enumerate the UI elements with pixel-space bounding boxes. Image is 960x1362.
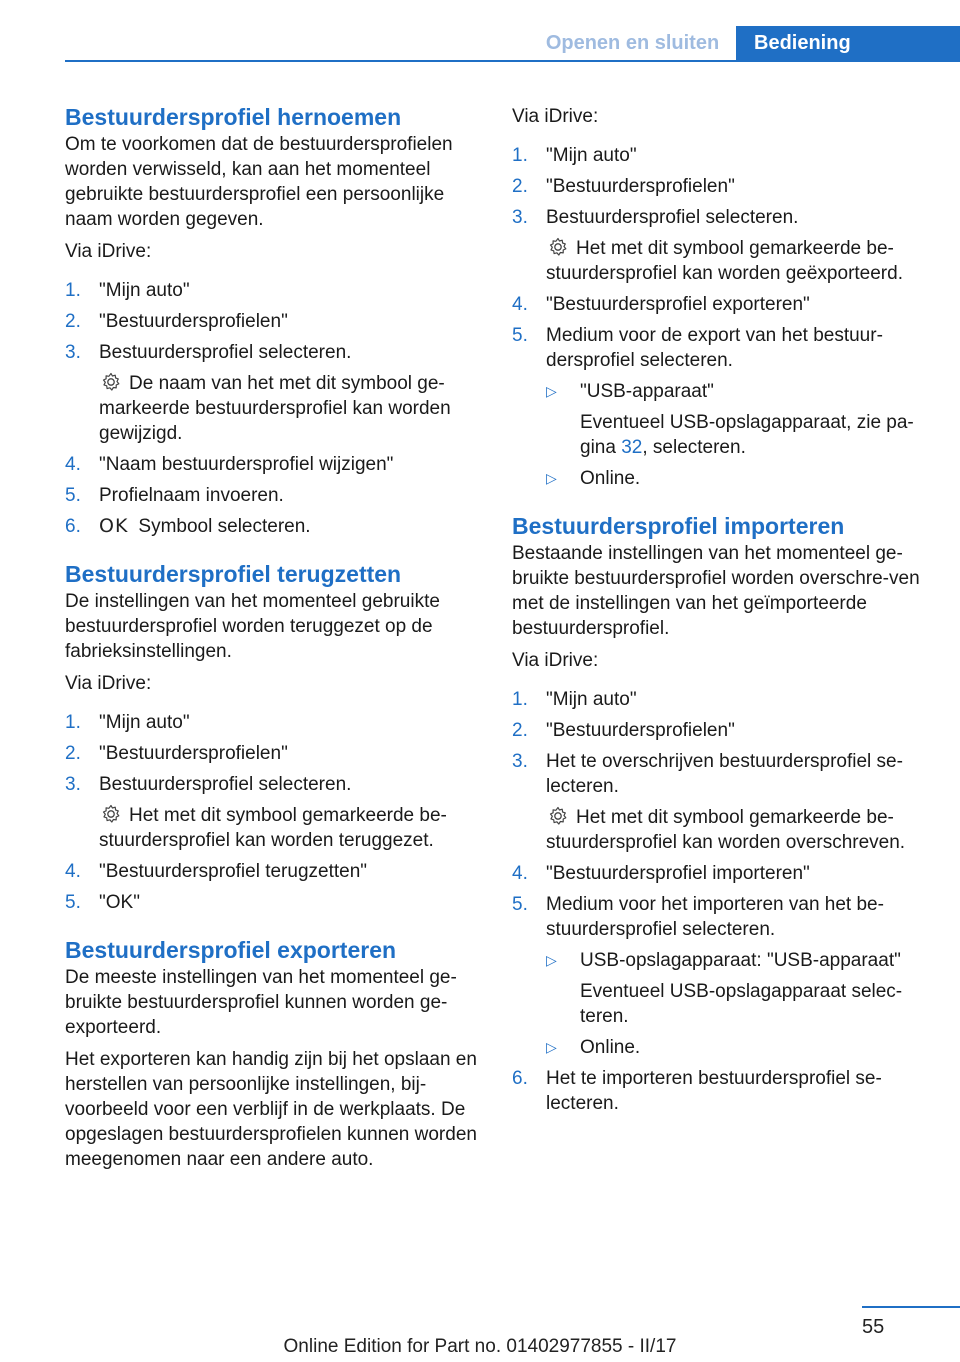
step-text: "Bestuurdersprofiel exporteren" (546, 294, 810, 315)
list-item (65, 340, 485, 446)
export-paragraph-1: De meeste instellingen van het momenteel ge-bruikte bestuurdersprofiel kunnen worden ge-exporteerd. (65, 967, 457, 1038)
edition-footer: Online Edition for Part no. 01402977855 - II/17 (283, 1336, 677, 1357)
step-text: "Mijn auto" (99, 712, 190, 733)
page-number: 55 (862, 1316, 885, 1338)
option-text: Online. (580, 1037, 641, 1058)
step-number: 5. (65, 485, 81, 506)
step-number: 1. (512, 145, 528, 166)
left-column (65, 102, 485, 1172)
rename-steps (65, 278, 485, 539)
list-item (65, 278, 485, 303)
step-text: Het te importeren bestuurdersprofiel se-lecteren. (546, 1068, 882, 1114)
option-note: Eventueel USB-opslagapparaat, zie pa-gina 32, selecteren. (580, 412, 914, 458)
header-rule (65, 60, 960, 62)
export-via: Via iDrive: (512, 106, 599, 127)
step-note (99, 803, 485, 853)
list-item (512, 718, 932, 743)
step-note-text: Het met dit symbool gemarkeerde be-stuurdersprofiel kan worden teruggezet. (99, 805, 447, 851)
import-steps (512, 687, 932, 1116)
export-steps (512, 143, 932, 491)
list-item (512, 749, 932, 855)
step-number: 3. (512, 207, 528, 228)
header-chapter-tab[interactable]: Bediening (736, 26, 960, 60)
step-text: "Bestuurdersprofielen" (546, 720, 735, 741)
list-item (512, 292, 932, 317)
triangle-bullet-icon: ▷ (546, 383, 557, 399)
step-text: "Mijn auto" (546, 145, 637, 166)
step-note (546, 805, 932, 855)
rename-via: Via iDrive: (65, 241, 152, 262)
section-title-import: Bestuurdersprofiel importeren (512, 513, 845, 539)
ok-icon: OK (99, 515, 129, 537)
export-paragraph-2: Het exporteren kan handig zijn bij het opslaan en herstellen van persoonlijke instellingen, bij-voorbeeld voor een verblijf in de werkplaats. De opgeslagen bestuurdersprofielen kunnen worden meegenomen naar een andere auto. (65, 1049, 477, 1170)
step-note (99, 371, 485, 446)
footer-rule (862, 1306, 960, 1308)
step-number: 3. (65, 342, 81, 363)
gear-icon (548, 237, 568, 257)
list-item (65, 710, 485, 735)
list-item (512, 323, 932, 491)
list-item (546, 466, 932, 491)
list-item (65, 452, 485, 477)
list-item (512, 687, 932, 712)
step-number: 2. (65, 743, 81, 764)
reset-via: Via iDrive: (65, 673, 152, 694)
step-note-text: Het met dit symbool gemarkeerde be-stuurdersprofiel kan worden overschreven. (546, 807, 906, 853)
step-text: "Bestuurdersprofiel terugzetten" (99, 861, 368, 882)
gear-icon (548, 806, 568, 826)
option-text: USB-opslagapparaat: "USB-apparaat" (580, 950, 901, 971)
triangle-bullet-icon: ▷ (546, 1039, 557, 1055)
list-item (65, 772, 485, 853)
list-item (65, 741, 485, 766)
step-note (546, 236, 932, 286)
step-text: Bestuurdersprofiel selecteren. (546, 207, 799, 228)
step-number: 6. (65, 516, 81, 537)
list-item (512, 1066, 932, 1116)
step-note-text: De naam van het met dit symbool ge-markeerde bestuurdersprofiel kan worden gewijzigd. (99, 373, 451, 444)
step-number: 2. (65, 311, 81, 332)
option-text: "USB-apparaat" (580, 381, 714, 402)
rename-intro: Om te voorkomen dat de bestuurdersprofielen worden verwisseld, kan aan het momenteel gebruikte bestuurdersprofiel een persoonlijke naam worden gegeven. (65, 134, 453, 230)
step-number: 6. (512, 1068, 528, 1089)
step-number: 5. (512, 894, 528, 915)
step-number: 4. (65, 454, 81, 475)
export-medium-options (546, 379, 932, 491)
step-number: 4. (512, 294, 528, 315)
reset-steps (65, 710, 485, 915)
step-text: "Bestuurdersprofiel importeren" (546, 863, 810, 884)
step-number: 5. (65, 892, 81, 913)
option-text: Online. (580, 468, 641, 489)
step-text: Het te overschrijven bestuurdersprofiel se-lecteren. (546, 751, 903, 797)
step-number: 1. (512, 689, 528, 710)
list-item (512, 174, 932, 199)
list-item (546, 948, 932, 1029)
step-text: "Mijn auto" (99, 280, 190, 301)
step-number: 1. (65, 712, 81, 733)
step-number: 3. (65, 774, 81, 795)
step-number: 4. (512, 863, 528, 884)
list-item (512, 892, 932, 1060)
step-number: 2. (512, 176, 528, 197)
step-number: 5. (512, 325, 528, 346)
gear-icon (101, 804, 121, 824)
step-text: Symbool selecteren. (138, 516, 311, 537)
step-number: 4. (65, 861, 81, 882)
import-intro: Bestaande instellingen van het momenteel ge-bruikte bestuurdersprofiel worden overschre-ven met de instellingen van het geïmporteerde bestuurdersprofiel. (512, 543, 920, 639)
option-note: Eventueel USB-opslagapparaat selec-teren. (580, 981, 903, 1027)
right-column (512, 102, 932, 1122)
page-link[interactable]: 32 (621, 437, 643, 458)
header-section-tab[interactable]: Openen en sluiten (545, 32, 720, 54)
list-item (546, 379, 932, 460)
step-number: 2. (512, 720, 528, 741)
section-title-export: Bestuurdersprofiel exporteren (65, 937, 397, 963)
list-item (546, 1035, 932, 1060)
gear-icon (101, 372, 121, 392)
triangle-bullet-icon: ▷ (546, 952, 557, 968)
import-medium-options (546, 948, 932, 1060)
import-via: Via iDrive: (512, 650, 599, 671)
step-text: "Bestuurdersprofielen" (546, 176, 735, 197)
section-title-reset: Bestuurdersprofiel terugzetten (65, 561, 402, 587)
list-item (512, 143, 932, 168)
list-item (65, 309, 485, 334)
step-text: "Mijn auto" (546, 689, 637, 710)
step-number: 1. (65, 280, 81, 301)
list-item (65, 859, 485, 884)
step-text: "Bestuurdersprofielen" (99, 743, 288, 764)
step-note-text: Het met dit symbool gemarkeerde be-stuurdersprofiel kan worden geëxporteerd. (546, 238, 903, 284)
step-text: Medium voor de export van het bestuur-dersprofiel selecteren. (546, 325, 883, 371)
list-item (65, 483, 485, 508)
list-item (65, 514, 485, 539)
step-text: Medium voor het importeren van het be-stuurdersprofiel selecteren. (546, 894, 884, 940)
reset-intro: De instellingen van het momenteel gebruikte bestuurdersprofiel worden teruggezet op de fabrieksinstellingen. (65, 591, 440, 662)
step-text: "Bestuurdersprofielen" (99, 311, 288, 332)
triangle-bullet-icon: ▷ (546, 470, 557, 486)
step-number: 3. (512, 751, 528, 772)
step-text: Profielnaam invoeren. (99, 485, 284, 506)
step-text: Bestuurdersprofiel selecteren. (99, 342, 352, 363)
step-text: "OK" (99, 892, 140, 913)
list-item (512, 861, 932, 886)
list-item (512, 205, 932, 286)
list-item (65, 890, 485, 915)
section-title-rename: Bestuurdersprofiel hernoemen (65, 104, 402, 130)
step-text: "Naam bestuurdersprofiel wijzigen" (99, 454, 394, 475)
step-text: Bestuurdersprofiel selecteren. (99, 774, 352, 795)
